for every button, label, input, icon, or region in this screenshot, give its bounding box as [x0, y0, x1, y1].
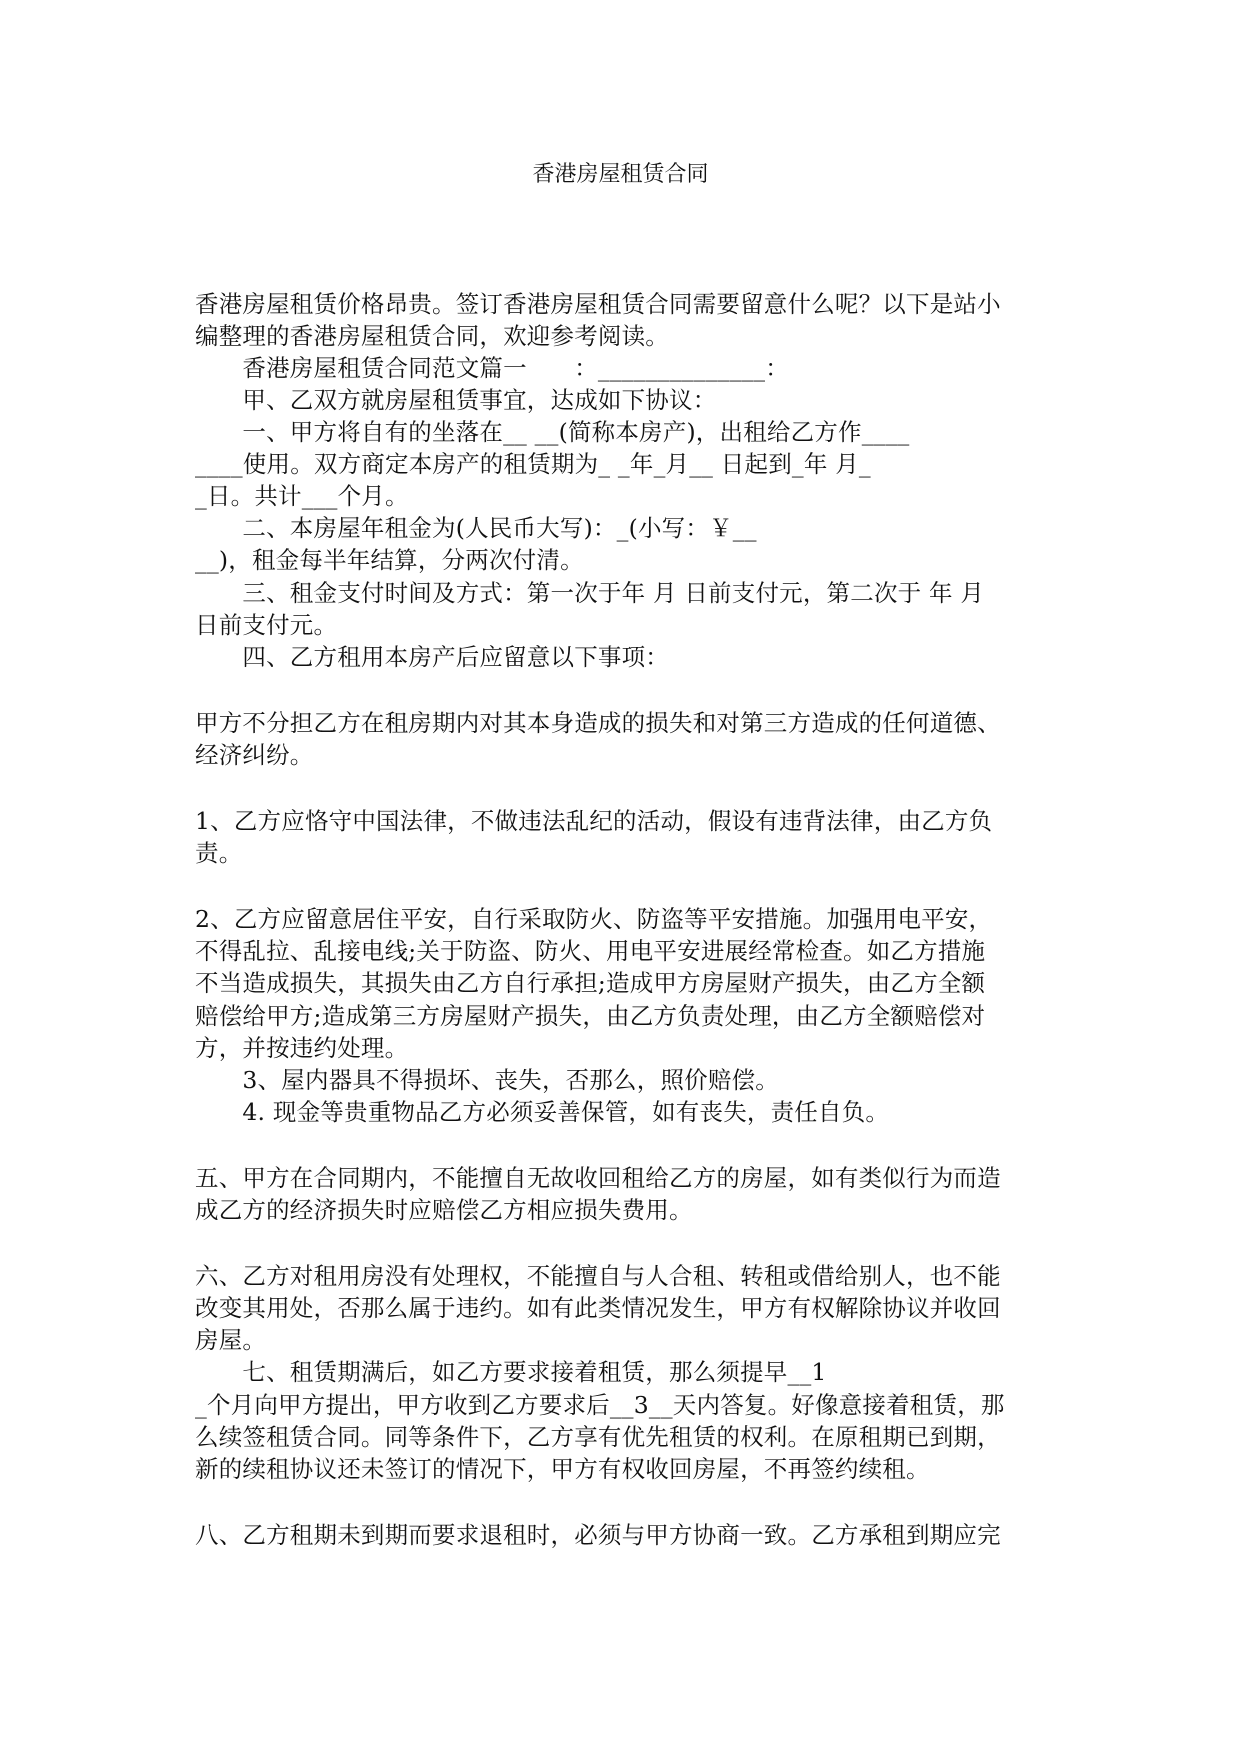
text-line: 日前支付元。: [195, 611, 338, 639]
text-line: 香港房屋租赁合同范文篇一 ：______________：: [195, 354, 789, 382]
text-line: 甲、乙双方就房屋租赁事宜，达成如下协议：: [195, 386, 717, 414]
text-line: 香港房屋租赁价格昂贵。签订香港房屋租赁合同需要留意什么呢？以下是站小: [195, 290, 1001, 318]
text-line: 经济纠纷。: [195, 741, 314, 769]
text-line: 不得乱拉、乱接电线;关于防盗、防火、用电平安进展经常检查。如乙方措施: [195, 937, 986, 965]
text-line: _个月向甲方提出，甲方收到乙方要求后__3__天内答复。好像意接着租赁，那: [195, 1391, 1005, 1419]
text-line: 么续签租赁合同。同等条件下，乙方享有优先租赁的权利。在原租期已到期，: [195, 1423, 1001, 1451]
text-line: _日。共计___个月。: [195, 482, 409, 510]
text-line: 二、本房屋年租金为(人民币大写)：_(小写：￥__: [195, 514, 757, 542]
text-line: 3、屋内器具不得损坏、丧失，否那么，照价赔偿。: [195, 1066, 779, 1094]
text-line: 四、乙方租用本房产后应留意以下事项：: [195, 643, 669, 671]
text-line: 1、乙方应恪守中国法律，不做违法乱纪的活动，假设有违背法律，由乙方负: [195, 807, 993, 835]
text-line: 2、乙方应留意居住平安，自行采取防火、防盗等平安措施。加强用电平安，: [195, 905, 993, 933]
text-line: 赔偿给甲方;造成第三方房屋财产损失，由乙方负责处理，由乙方全额赔偿对: [195, 1002, 986, 1030]
text-line: 七、租赁期满后，如乙方要求接着租赁，那么须提早__1: [195, 1358, 827, 1386]
text-line: 不当造成损失，其损失由乙方自行承担;造成甲方房屋财产损失，由乙方全额: [195, 969, 986, 997]
text-line: 责。: [195, 839, 243, 867]
text-line: 编整理的香港房屋租赁合同，欢迎参考阅读。: [195, 322, 669, 350]
text-line: 房屋。: [195, 1326, 267, 1354]
text-line: 成乙方的经济损失时应赔偿乙方相应损失费用。: [195, 1196, 693, 1224]
text-line: 改变其用处，否那么属于违约。如有此类情况发生，甲方有权解除协议并收回: [195, 1294, 1001, 1322]
text-line: 五、甲方在合同期内，不能擅自无故收回租给乙方的房屋，如有类似行为而造: [195, 1164, 1001, 1192]
document-title: 香港房屋租赁合同: [532, 162, 709, 187]
text-line: 六、乙方对租用房没有处理权，不能擅自与人合租、转租或借给别人，也不能: [195, 1262, 1001, 1290]
text-line: __)，租金每半年结算，分两次付清。: [195, 546, 584, 574]
text-line: 方，并按违约处理。: [195, 1034, 409, 1062]
text-line: 八、乙方租期未到期而要求退租时，必须与甲方协商一致。乙方承租到期应完: [195, 1521, 1001, 1549]
text-line: ____使用。双方商定本房产的租赁期为_ _年_月__ 日起到_年 月_: [195, 450, 871, 478]
text-line: 新的续租协议还未签订的情况下，甲方有权收回房屋，不再签约续租。: [195, 1455, 930, 1483]
text-line: 4. 现金等贵重物品乙方必须妥善保管，如有丧失，责任自负。: [195, 1098, 890, 1126]
text-line: 一、甲方将自有的坐落在__ __(简称本房产)，出租给乙方作____: [195, 418, 910, 446]
text-line: 三、租金支付时间及方式：第一次于年 月 日前支付元，第二次于 年 月: [195, 579, 985, 607]
text-line: 甲方不分担乙方在租房期内对其本身造成的损失和对第三方造成的任何道德、: [195, 709, 1001, 737]
